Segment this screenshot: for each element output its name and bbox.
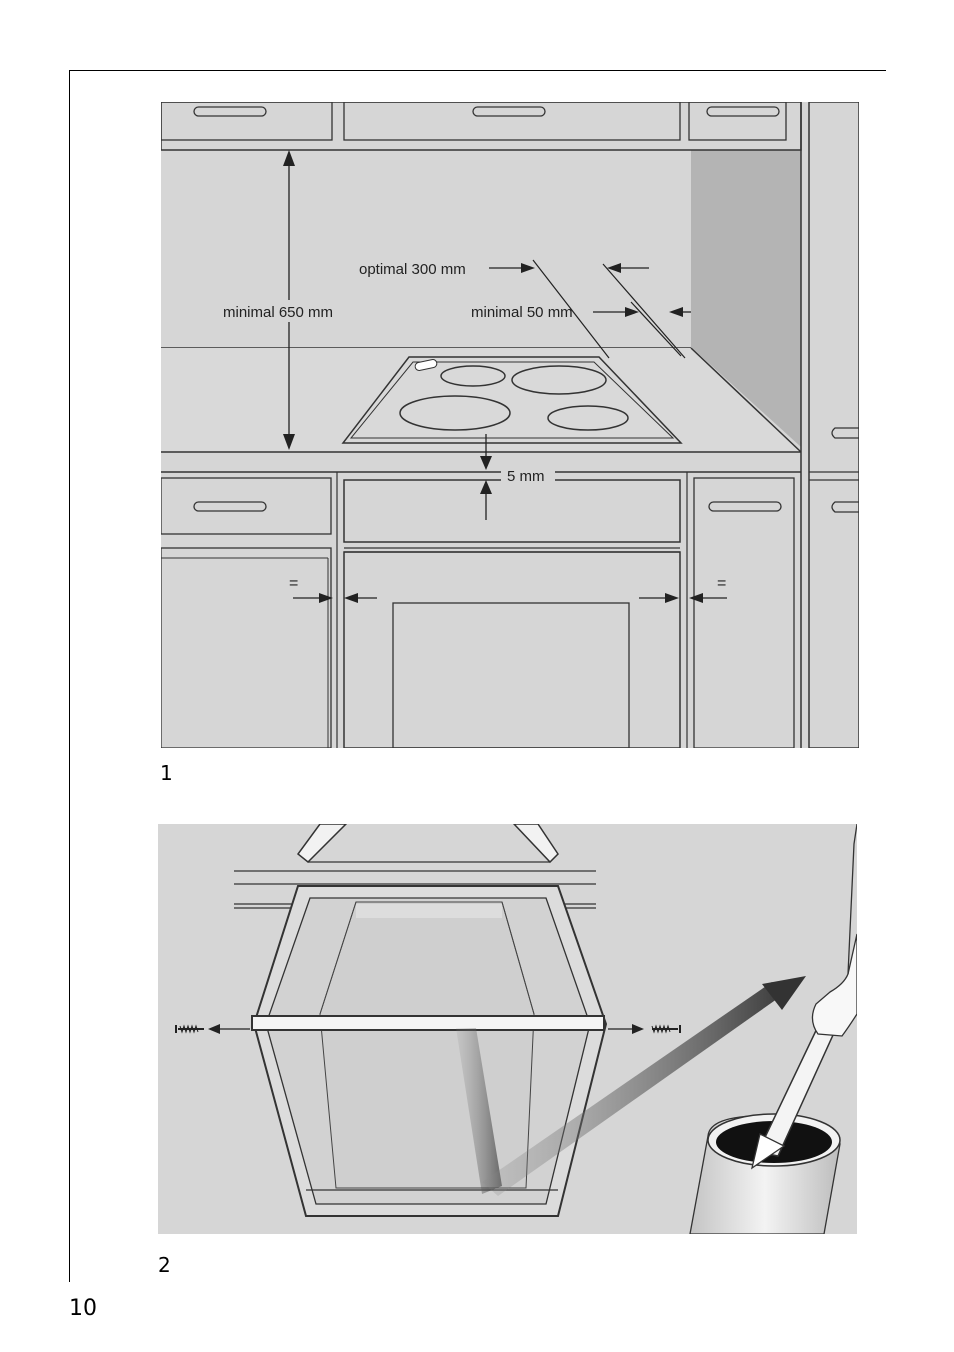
figure-2-number: 2 bbox=[158, 1253, 171, 1277]
page-frame-top-rule bbox=[69, 70, 886, 71]
page-frame-left-rule bbox=[69, 70, 70, 1282]
label-equal-right: = bbox=[717, 575, 727, 592]
label-min-height: minimal 650 mm bbox=[223, 304, 334, 321]
front-crossbar bbox=[252, 1016, 604, 1030]
label-equal-left: = bbox=[289, 575, 299, 592]
tall-cabinet bbox=[809, 102, 859, 748]
figure-1-installation-diagram bbox=[161, 102, 859, 748]
label-gap: 5 mm bbox=[507, 468, 545, 485]
label-optimal-side: optimal 300 mm bbox=[359, 261, 466, 278]
label-min-side: minimal 50 mm bbox=[471, 304, 573, 321]
figure-1-number: 1 bbox=[160, 761, 173, 785]
figure-2-disposal-diagram bbox=[158, 824, 857, 1234]
page-number: 10 bbox=[69, 1296, 97, 1321]
